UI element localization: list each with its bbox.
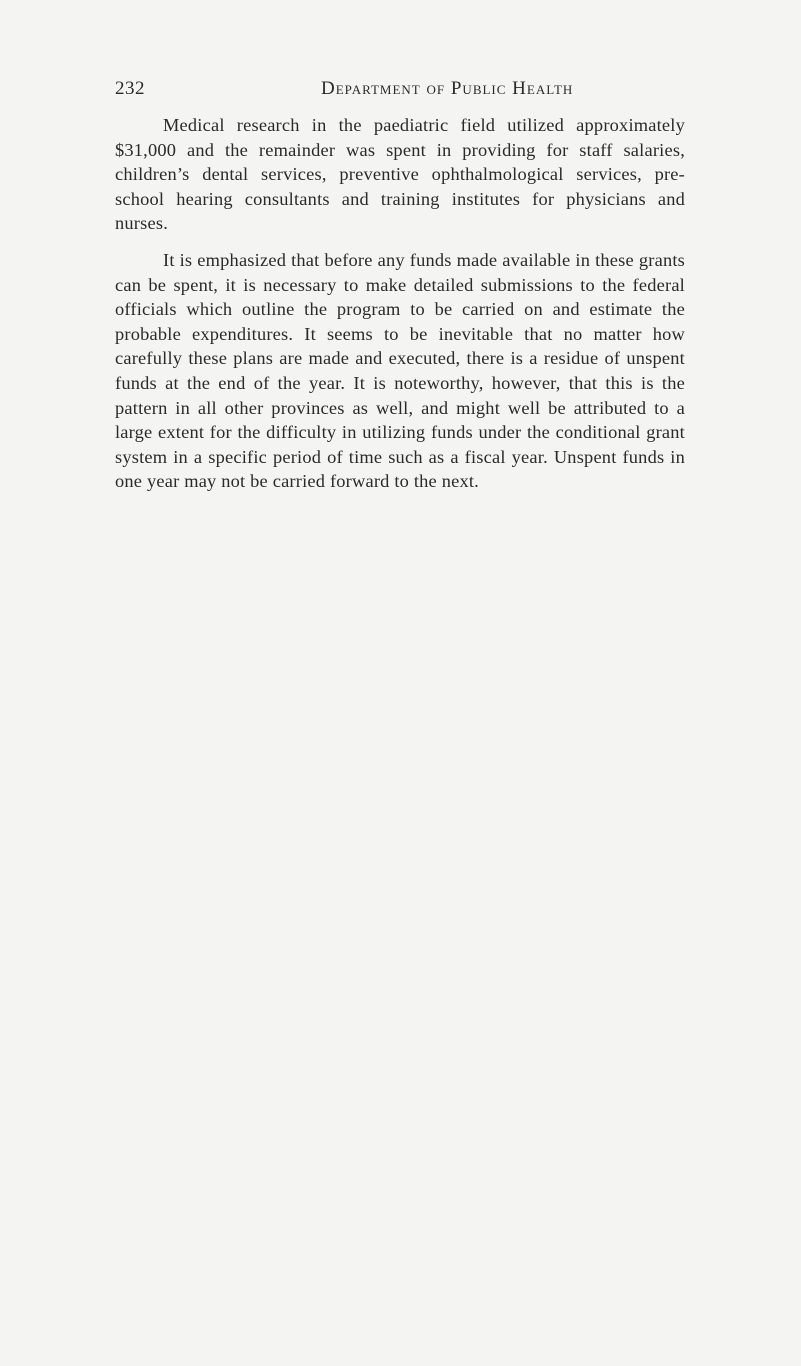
page-number: 232 <box>115 78 145 99</box>
running-head <box>115 78 685 108</box>
paragraph-1: Medical research in the paediatric field utilized approximately $31,000 and the remainder was spent in providing for staff salaries, children’s dental services, preventive ophthalmological services, pre-school hearing consultants and training institutes for physicians and nurses. <box>115 115 685 234</box>
running-title: Department of Public Health <box>321 78 574 99</box>
body-text <box>115 113 685 494</box>
paragraph-2: It is emphasized that before any funds made available in these grants can be spent, it is necessary to make detailed submissions to the federal officials which outline the program to be carried on and estimate the probable expenditures. It seems to be inevitable that no matter how carefully these plans are made and executed, there is a residue of unspent funds at the end of the year. It is noteworthy, however, that this is the pattern in all other provinces as well, and might well be attributed to a large extent for the difficulty in utilizing funds under the conditional grant system in a specific period of time such as a fiscal year. Unspent funds in one year may not be carried forward to the next. <box>115 249 685 492</box>
